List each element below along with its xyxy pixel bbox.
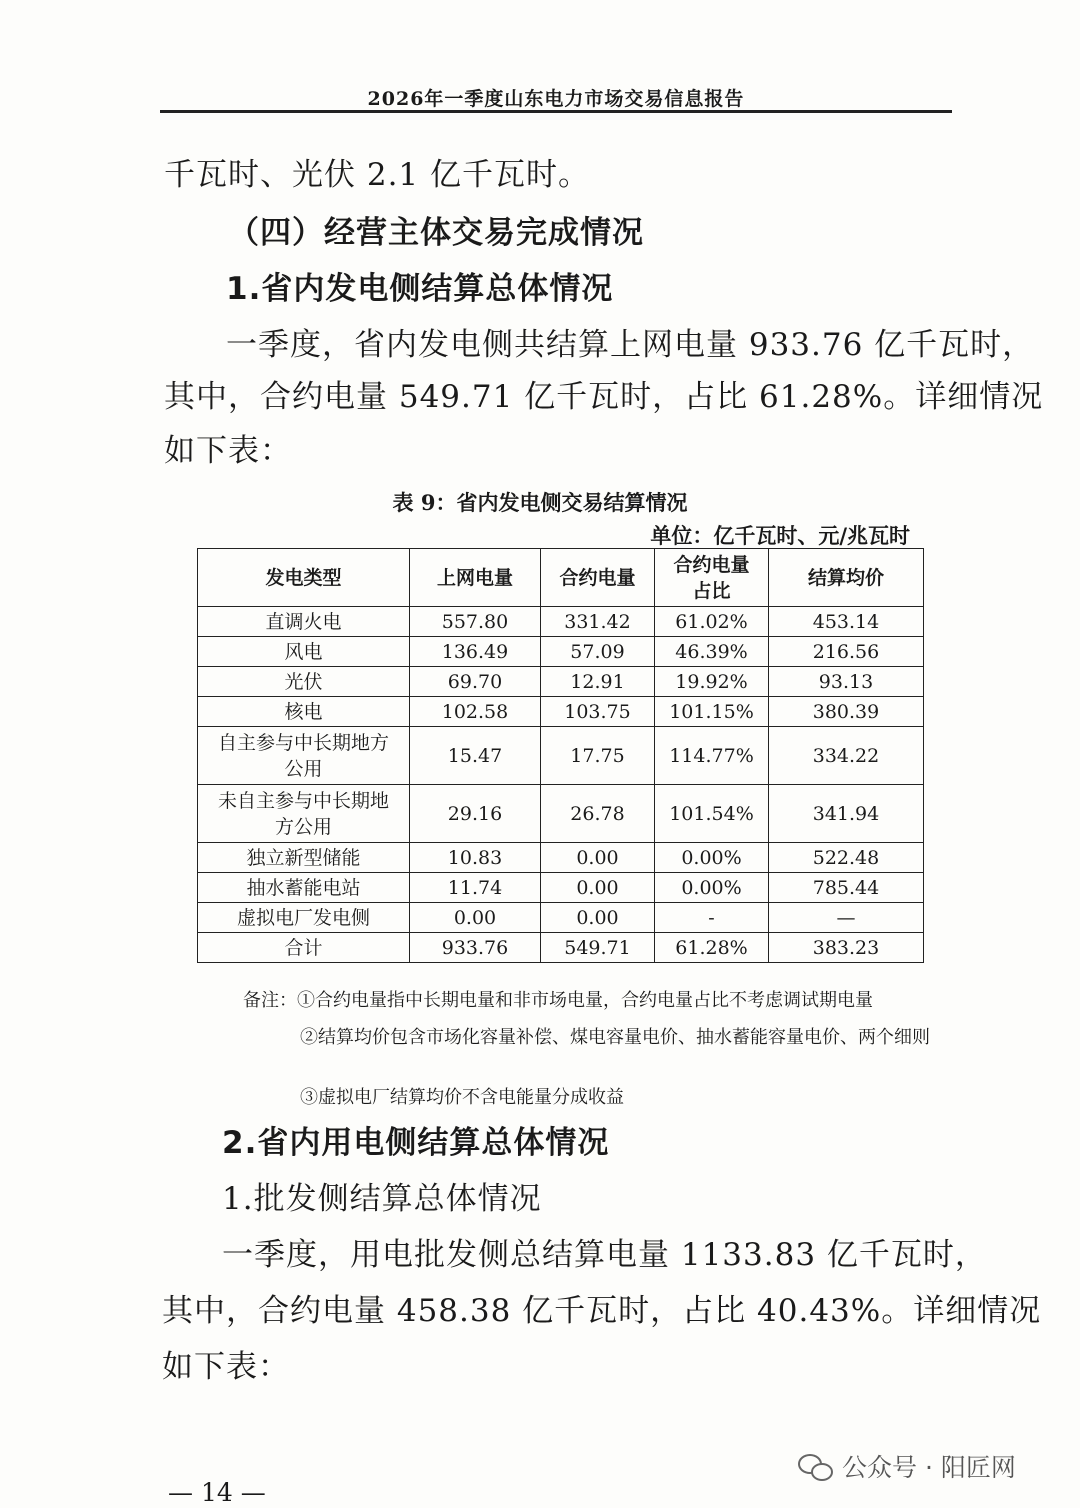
table-cell: 383.23 <box>769 933 924 963</box>
table-cell: 101.54% <box>655 785 769 843</box>
table-cell: 11.74 <box>410 873 541 903</box>
table-cell: 光伏 <box>198 667 410 697</box>
section-heading-4: （四）经营主体交易完成情况 <box>228 215 644 251</box>
table-row <box>198 637 924 667</box>
table-cell: 合计 <box>198 933 410 963</box>
wechat-icon <box>798 1452 832 1480</box>
header-cell: 发电类型 <box>198 549 410 607</box>
table-cell: 未自主参与中长期地 方公用 <box>198 785 410 843</box>
note-3: ③虚拟电厂结算均价不含电能量分成收益 <box>300 1087 624 1108</box>
table-cell: 17.75 <box>541 727 655 785</box>
table-row <box>198 697 924 727</box>
subsection-heading-1: 1.省内发电侧结算总体情况 <box>226 271 614 307</box>
table-cell: 785.44 <box>769 873 924 903</box>
table-cell: 0.00% <box>655 873 769 903</box>
note-2: ②结算均价包含市场化容量补偿、煤电容量电价、抽水蓄能容量电价、两个细则 <box>300 1027 930 1048</box>
header-cell: 合约电量 <box>541 549 655 607</box>
table-cell: 15.47 <box>410 727 541 785</box>
paragraph-line: 如下表： <box>162 1349 290 1385</box>
table-cell: — <box>769 903 924 933</box>
table-cell: 114.77% <box>655 727 769 785</box>
paragraph-line: 其中，合约电量 458.38 亿千瓦时，占比 40.43%。详细情况 <box>162 1293 1042 1329</box>
report-header: 2026年一季度山东电力市场交易信息报告 <box>367 88 745 110</box>
table-cell: 0.00 <box>541 843 655 873</box>
paragraph-continuation: 千瓦时、光伏 2.1 亿千瓦时。 <box>164 157 591 193</box>
settlement-table <box>197 548 924 963</box>
table-cell: 341.94 <box>769 785 924 843</box>
table-cell: 直调火电 <box>198 607 410 637</box>
header-cell: 合约电量 占比 <box>655 549 769 607</box>
paragraph-line: 如下表： <box>164 433 292 469</box>
table-row <box>198 933 924 963</box>
table-cell: 557.80 <box>410 607 541 637</box>
table-header-row <box>198 549 924 607</box>
table-caption: 表 9：省内发电侧交易结算情况 <box>392 490 688 515</box>
table-cell: 103.75 <box>541 697 655 727</box>
paragraph-line: 其中，合约电量 549.71 亿千瓦时，占比 61.28%。详细情况 <box>164 379 1044 415</box>
header-divider <box>160 110 952 113</box>
table-cell: 69.70 <box>410 667 541 697</box>
table-unit: 单位：亿千瓦时、元/兆瓦时 <box>650 523 910 548</box>
table-cell: 57.09 <box>541 637 655 667</box>
table-cell: 抽水蓄能电站 <box>198 873 410 903</box>
table-cell: 0.00% <box>655 843 769 873</box>
table-cell: - <box>655 903 769 933</box>
table-cell: 101.15% <box>655 697 769 727</box>
watermark-text: 公众号 · 阳匠网 <box>842 1453 1016 1482</box>
table-cell: 19.92% <box>655 667 769 697</box>
table-cell: 自主参与中长期地方 公用 <box>198 727 410 785</box>
table-cell: 216.56 <box>769 637 924 667</box>
table-cell: 933.76 <box>410 933 541 963</box>
note-1: 备注：①合约电量指中长期电量和非市场电量，合约电量占比不考虑调试期电量 <box>243 990 873 1011</box>
table-cell: 102.58 <box>410 697 541 727</box>
table-cell: 风电 <box>198 637 410 667</box>
table-cell: 核电 <box>198 697 410 727</box>
table-cell: 0.00 <box>410 903 541 933</box>
table-cell: 12.91 <box>541 667 655 697</box>
table-cell: 93.13 <box>769 667 924 697</box>
table-row <box>198 903 924 933</box>
table-cell: 549.71 <box>541 933 655 963</box>
table-row <box>198 843 924 873</box>
table-cell: 0.00 <box>541 903 655 933</box>
table-row <box>198 667 924 697</box>
table-cell: 独立新型储能 <box>198 843 410 873</box>
table-cell: 虚拟电厂发电侧 <box>198 903 410 933</box>
table-row <box>198 727 924 785</box>
table-cell: 0.00 <box>541 873 655 903</box>
table-cell: 46.39% <box>655 637 769 667</box>
table-cell: 380.39 <box>769 697 924 727</box>
table-cell: 10.83 <box>410 843 541 873</box>
table-cell: 334.22 <box>769 727 924 785</box>
table-row <box>198 785 924 843</box>
table-cell: 26.78 <box>541 785 655 843</box>
paragraph-line: 一季度，省内发电侧共结算上网电量 933.76 亿千瓦时， <box>226 327 1035 363</box>
table-cell: 453.14 <box>769 607 924 637</box>
table-cell: 61.28% <box>655 933 769 963</box>
table-cell: 136.49 <box>410 637 541 667</box>
subsection-heading-2: 2.省内用电侧结算总体情况 <box>222 1125 610 1161</box>
page-number: — 14 — <box>168 1478 266 1507</box>
table-cell: 522.48 <box>769 843 924 873</box>
table-cell: 61.02% <box>655 607 769 637</box>
table-cell: 29.16 <box>410 785 541 843</box>
header-cell: 结算均价 <box>769 549 924 607</box>
table-row <box>198 873 924 903</box>
table-row <box>198 607 924 637</box>
watermark <box>798 1448 1016 1484</box>
table-cell: 331.42 <box>541 607 655 637</box>
paragraph-line: 一季度，用电批发侧总结算电量 1133.83 亿千瓦时， <box>222 1237 987 1273</box>
subsection-heading-2-1: 1.批发侧结算总体情况 <box>222 1181 542 1217</box>
header-cell: 上网电量 <box>410 549 541 607</box>
